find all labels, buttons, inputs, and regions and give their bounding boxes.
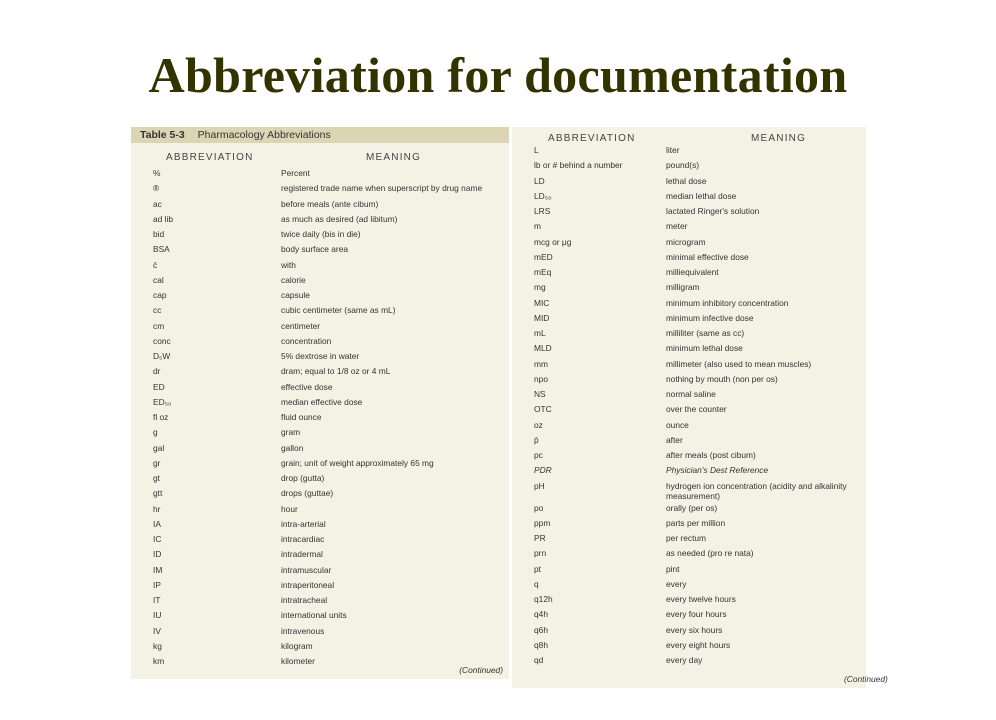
table-row bbox=[512, 518, 866, 533]
table-row bbox=[131, 244, 509, 259]
abbreviation-cell: PDR bbox=[534, 465, 552, 476]
abbreviation-cell: ad lib bbox=[153, 213, 174, 224]
abbreviation-cell: fl oz bbox=[153, 412, 169, 422]
abbreviation-cell: gt bbox=[153, 473, 160, 483]
abbreviation-cell: qd bbox=[534, 655, 544, 665]
meaning-cell: fluid ounce bbox=[281, 412, 322, 422]
table-row bbox=[131, 183, 509, 198]
meaning-cell: drops (guttae) bbox=[281, 488, 334, 499]
meaning-cell: milliequivalent bbox=[666, 267, 719, 277]
col-header-abbreviation: ABBREVIATION bbox=[548, 133, 636, 144]
meaning-cell: microgram bbox=[666, 236, 706, 247]
abbreviation-cell: pt bbox=[534, 563, 541, 574]
abbreviation-cell: ac bbox=[153, 198, 162, 209]
table-row bbox=[131, 321, 509, 336]
table-row bbox=[131, 458, 509, 473]
meaning-cell: grain; unit of weight approximately 65 mg bbox=[281, 457, 434, 468]
meaning-cell: registered trade name when superscript by drug name bbox=[281, 183, 483, 194]
pharmacology-table-left bbox=[131, 127, 509, 679]
meaning-cell: per rectum bbox=[666, 533, 707, 543]
meaning-cell: over the counter bbox=[666, 404, 727, 415]
table-row bbox=[512, 298, 866, 313]
table-row bbox=[512, 389, 866, 404]
table-row bbox=[512, 221, 866, 236]
table-row bbox=[131, 443, 509, 458]
table-header bbox=[131, 127, 509, 143]
table-row bbox=[512, 145, 866, 160]
table-row bbox=[512, 465, 866, 480]
abbreviation-cell: prn bbox=[534, 548, 547, 559]
table-caption: Pharmacology Abbreviations bbox=[197, 129, 331, 141]
table-row bbox=[512, 548, 866, 563]
abbreviation-cell: q6h bbox=[534, 624, 548, 635]
meaning-cell: orally (per os) bbox=[666, 502, 718, 513]
table-row bbox=[131, 336, 509, 351]
abbreviation-cell: mEq bbox=[534, 267, 552, 277]
meaning-cell: normal saline bbox=[666, 389, 716, 399]
table-row bbox=[512, 191, 866, 206]
table-row bbox=[512, 594, 866, 609]
abbreviation-cell: lb or # behind a number bbox=[534, 160, 623, 171]
meaning-cell: millimeter (also used to mean muscles) bbox=[666, 358, 812, 369]
table-row bbox=[512, 579, 866, 594]
meaning-cell: every six hours bbox=[666, 624, 723, 635]
abbreviation-cell: MLD bbox=[534, 343, 552, 354]
abbreviation-cell: gr bbox=[153, 457, 161, 468]
meaning-cell: dram; equal to 1/8 oz or 4 mL bbox=[281, 366, 391, 377]
abbreviation-cell: oz bbox=[534, 419, 543, 430]
table-row bbox=[512, 609, 866, 624]
table-row bbox=[512, 640, 866, 655]
table-row bbox=[131, 366, 509, 381]
abbreviation-cell: IM bbox=[153, 564, 163, 575]
table-row bbox=[512, 206, 866, 221]
abbreviation-cell: ED₅₀ bbox=[153, 396, 172, 407]
meaning-cell: minimal effective dose bbox=[666, 251, 749, 262]
meaning-cell: pound(s) bbox=[666, 160, 700, 171]
abbreviation-cell: cc bbox=[153, 305, 162, 316]
abbreviation-cell: IA bbox=[153, 518, 161, 529]
table-row bbox=[131, 641, 509, 656]
meaning-cell: Percent bbox=[281, 168, 310, 178]
meaning-cell: every bbox=[666, 578, 687, 589]
abbreviation-cell: mg bbox=[534, 282, 546, 293]
meaning-cell: median lethal dose bbox=[666, 190, 737, 201]
abbreviation-cell: ® bbox=[153, 183, 160, 194]
abbreviation-cell: hr bbox=[153, 503, 161, 514]
meaning-cell: kilogram bbox=[281, 640, 313, 651]
table-row bbox=[512, 313, 866, 328]
meaning-cell: Physician's Dest Reference bbox=[666, 465, 769, 476]
meaning-cell: minimum infective dose bbox=[666, 312, 754, 323]
table-body bbox=[512, 145, 866, 670]
abbreviation-cell: L bbox=[534, 145, 539, 155]
meaning-cell: parts per million bbox=[666, 517, 726, 528]
abbreviation-cell: BSA bbox=[153, 244, 170, 255]
table-row bbox=[131, 275, 509, 290]
table-row bbox=[512, 328, 866, 343]
meaning-cell: 5% dextrose in water bbox=[281, 351, 360, 361]
abbreviation-cell: IC bbox=[153, 534, 162, 544]
table-row bbox=[512, 176, 866, 191]
meaning-cell: body surface area bbox=[281, 244, 349, 255]
meaning-cell: pint bbox=[666, 563, 680, 574]
table-row bbox=[131, 595, 509, 610]
abbreviation-cell: OTC bbox=[534, 404, 552, 415]
abbreviation-cell: dr bbox=[153, 366, 161, 377]
table-row bbox=[131, 427, 509, 442]
meaning-cell: gallon bbox=[281, 442, 304, 453]
abbreviation-cell: q8h bbox=[534, 639, 548, 650]
meaning-cell: capsule bbox=[281, 290, 310, 300]
abbreviation-cell: D₅W bbox=[153, 351, 171, 361]
meaning-cell: after meals (post cibum) bbox=[666, 450, 756, 460]
abbreviation-cell: LD bbox=[534, 175, 545, 186]
meaning-cell: as much as desired (ad libitum) bbox=[281, 213, 398, 224]
abbreviation-cell: ID bbox=[153, 549, 162, 560]
meaning-cell: meter bbox=[666, 221, 688, 232]
abbreviation-cell: c̄ bbox=[153, 259, 158, 270]
meaning-cell: milligram bbox=[666, 282, 700, 293]
meaning-cell: twice daily (bis in die) bbox=[281, 229, 361, 239]
meaning-cell: effective dose bbox=[281, 381, 333, 392]
abbreviation-cell: IV bbox=[153, 625, 161, 636]
table-row bbox=[131, 214, 509, 229]
meaning-cell: with bbox=[281, 259, 296, 270]
meaning-cell: intraperitoneal bbox=[281, 579, 335, 590]
meaning-cell: every four hours bbox=[666, 609, 727, 620]
meaning-cell: lethal dose bbox=[666, 175, 707, 186]
abbreviation-cell: q12h bbox=[534, 594, 553, 604]
meaning-cell: ounce bbox=[666, 419, 689, 430]
table-row bbox=[131, 351, 509, 366]
abbreviation-cell: LRS bbox=[534, 206, 551, 216]
abbreviation-cell: MIC bbox=[534, 297, 550, 308]
abbreviation-cell: IT bbox=[153, 595, 161, 605]
meaning-cell: minimum inhibitory concentration bbox=[666, 297, 789, 308]
table-row bbox=[131, 488, 509, 503]
meaning-cell: minimum lethal dose bbox=[666, 343, 743, 354]
meaning-cell: intravenous bbox=[281, 625, 325, 636]
meaning-cell: calorie bbox=[281, 274, 306, 285]
abbreviation-cell: km bbox=[153, 656, 165, 666]
column-headers bbox=[512, 131, 866, 145]
meaning-cell: kilometer bbox=[281, 656, 315, 666]
table-row bbox=[512, 374, 866, 389]
abbreviation-cell: mcg or μg bbox=[534, 236, 572, 247]
meaning-cell: hour bbox=[281, 503, 298, 514]
abbreviation-cell: q4h bbox=[534, 609, 548, 620]
table-row bbox=[512, 655, 866, 670]
abbreviation-cell: IU bbox=[153, 610, 162, 621]
table-row bbox=[512, 481, 866, 503]
meaning-cell: after bbox=[666, 434, 683, 445]
table-row bbox=[131, 549, 509, 564]
abbreviation-cell: mm bbox=[534, 358, 548, 369]
meaning-cell: intracardiac bbox=[281, 534, 325, 544]
meaning-cell: every day bbox=[666, 655, 703, 665]
abbreviation-cell: conc bbox=[153, 335, 171, 346]
abbreviation-cell: q bbox=[534, 578, 539, 589]
abbreviation-cell: cal bbox=[153, 274, 164, 285]
abbreviation-cell: % bbox=[153, 168, 161, 178]
meaning-cell: every eight hours bbox=[666, 639, 731, 650]
meaning-cell: liter bbox=[666, 145, 680, 155]
table-row bbox=[131, 168, 509, 183]
abbreviation-cell: NS bbox=[534, 389, 546, 399]
meaning-cell: cubic centimeter (same as mL) bbox=[281, 305, 396, 316]
table-row bbox=[131, 412, 509, 427]
table-row bbox=[131, 519, 509, 534]
meaning-cell: intradermal bbox=[281, 549, 323, 560]
table-row bbox=[131, 580, 509, 595]
abbreviation-cell: cap bbox=[153, 290, 167, 300]
continued-note: (Continued) bbox=[459, 665, 503, 675]
table-row bbox=[131, 305, 509, 320]
abbreviation-cell: npo bbox=[534, 373, 548, 384]
abbreviation-cell: mL bbox=[534, 328, 546, 338]
table-row bbox=[131, 504, 509, 519]
abbreviation-cell: bid bbox=[153, 229, 165, 239]
meaning-cell: milliliter (same as cc) bbox=[666, 328, 745, 338]
abbreviation-cell: pH bbox=[534, 480, 545, 491]
meaning-cell: nothing by mouth (non per os) bbox=[666, 373, 778, 384]
abbreviation-cell: IP bbox=[153, 579, 161, 590]
table-row bbox=[131, 199, 509, 214]
table-row bbox=[512, 625, 866, 640]
slide-title: Abbreviation for documentation bbox=[148, 47, 848, 103]
abbreviation-cell: ppm bbox=[534, 517, 551, 528]
meaning-cell: centimeter bbox=[281, 320, 321, 331]
abbreviation-cell: ED bbox=[153, 381, 165, 392]
table-row bbox=[131, 610, 509, 625]
table-row bbox=[131, 473, 509, 488]
table-row bbox=[512, 450, 866, 465]
table-number: Table 5-3 bbox=[140, 129, 185, 141]
table-row bbox=[512, 160, 866, 175]
abbreviation-cell: gal bbox=[153, 442, 165, 453]
table-row bbox=[512, 404, 866, 419]
table-row bbox=[131, 382, 509, 397]
col-header-meaning: MEANING bbox=[751, 133, 807, 144]
meaning-cell: hydrogen ion concentration (acidity and alkalinity measurement) bbox=[666, 480, 847, 501]
meaning-cell: every twelve hours bbox=[666, 594, 736, 604]
table-row bbox=[512, 533, 866, 548]
meaning-cell: gram bbox=[281, 427, 301, 438]
meaning-cell: intratracheal bbox=[281, 595, 328, 605]
table-row bbox=[512, 359, 866, 374]
abbreviation-cell: p̄ bbox=[534, 434, 539, 445]
meaning-cell: intramuscular bbox=[281, 564, 332, 575]
table-row bbox=[131, 534, 509, 549]
table-row bbox=[512, 282, 866, 297]
abbreviation-cell: mED bbox=[534, 251, 553, 262]
pharmacology-table-right bbox=[512, 127, 888, 688]
table-row bbox=[512, 237, 866, 252]
table-row bbox=[512, 267, 866, 282]
table-row bbox=[131, 229, 509, 244]
table-row bbox=[131, 290, 509, 305]
table-row bbox=[512, 343, 866, 358]
col-header-abbreviation: ABBREVIATION bbox=[166, 152, 254, 163]
col-header-meaning: MEANING bbox=[366, 152, 422, 163]
meaning-cell: before meals (ante cibum) bbox=[281, 198, 379, 209]
abbreviation-cell: LD₅₀ bbox=[534, 190, 552, 201]
abbreviation-cell: pc bbox=[534, 450, 543, 460]
table-row bbox=[512, 252, 866, 267]
abbreviation-cell: m bbox=[534, 221, 541, 232]
table-row bbox=[131, 656, 509, 671]
table-body bbox=[131, 168, 509, 671]
abbreviation-cell: g bbox=[153, 427, 158, 438]
table-row bbox=[512, 435, 866, 450]
table-row bbox=[512, 564, 866, 579]
table-row bbox=[131, 397, 509, 412]
abbreviation-cell: MID bbox=[534, 312, 550, 323]
table-row bbox=[131, 626, 509, 641]
table-row bbox=[512, 503, 866, 518]
abbreviation-cell: po bbox=[534, 502, 544, 513]
meaning-cell: drop (gutta) bbox=[281, 473, 325, 483]
meaning-cell: intra-arterial bbox=[281, 518, 326, 529]
abbreviation-cell: PR bbox=[534, 533, 546, 543]
meaning-cell: median effective dose bbox=[281, 396, 363, 407]
column-headers bbox=[131, 150, 509, 168]
table-row bbox=[512, 420, 866, 435]
meaning-cell: as needed (pro re nata) bbox=[666, 548, 754, 559]
meaning-cell: concentration bbox=[281, 335, 332, 346]
meaning-cell: international units bbox=[281, 610, 347, 621]
abbreviation-cell: kg bbox=[153, 640, 162, 651]
meaning-cell: lactated Ringer's solution bbox=[666, 206, 760, 216]
table-row bbox=[131, 565, 509, 580]
abbreviation-cell: gtt bbox=[153, 488, 163, 499]
abbreviation-cell: cm bbox=[153, 320, 165, 331]
table-row bbox=[131, 260, 509, 275]
continued-note: (Continued) bbox=[844, 674, 888, 684]
